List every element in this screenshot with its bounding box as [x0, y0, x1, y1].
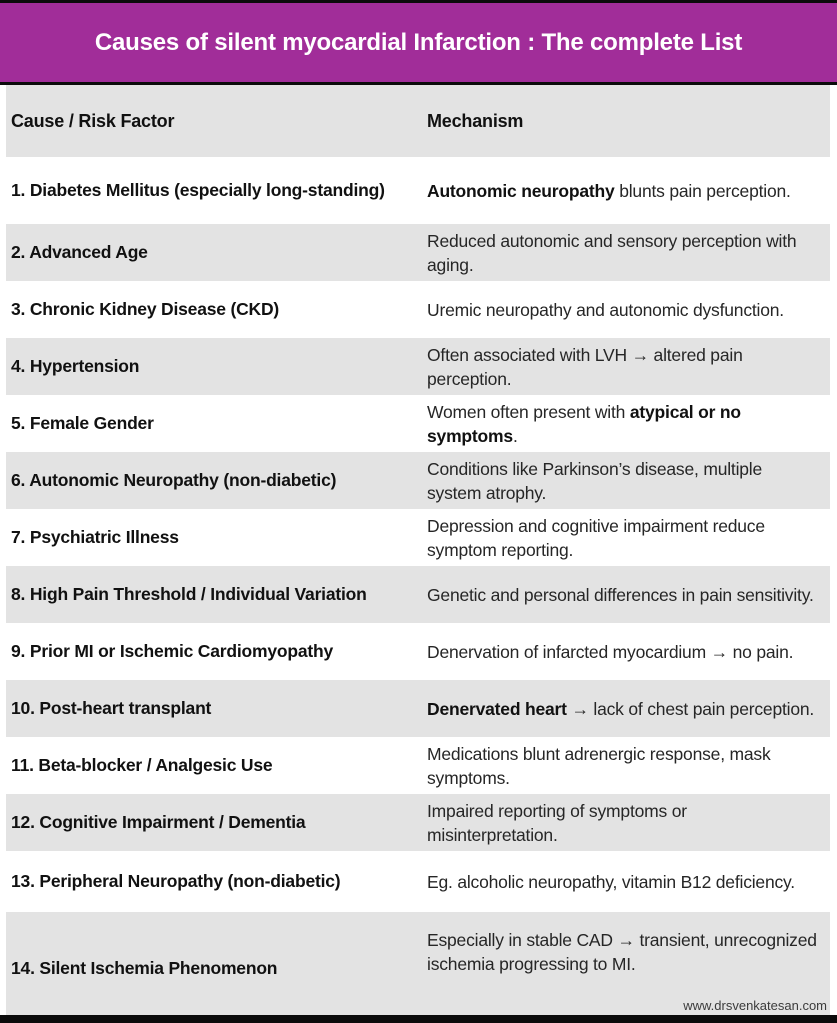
mechanism-cell	[427, 175, 830, 207]
table-row	[6, 794, 830, 851]
table-row	[6, 851, 830, 912]
table-body	[6, 157, 830, 1015]
mechanism-text: Reduced autonomic and sensory perception with aging.	[427, 230, 797, 275]
table-row	[6, 281, 830, 338]
mechanism-cell	[427, 924, 830, 980]
column-header-mechanism: Mechanism	[427, 111, 524, 131]
cause-cell: 1. Diabetes Mellitus (especially long-standing)	[11, 180, 385, 200]
bottom-border-bar	[0, 1015, 837, 1023]
column-header-cause: Cause / Risk Factor	[11, 110, 175, 131]
mechanism-text: Eg. alcoholic neuropathy, vitamin B12 deficiency.	[427, 871, 795, 892]
cause-cell: 7. Psychiatric Illness	[11, 527, 179, 547]
table-row	[6, 737, 830, 794]
cause-cell: 6. Autonomic Neuropathy (non-diabetic)	[11, 470, 337, 490]
table-row	[6, 623, 830, 680]
mechanism-text-bold: atypical or no symptoms	[427, 401, 741, 446]
table-row	[6, 680, 830, 737]
mechanism-text: Especially in stable CAD → transient, unrecognized ischemia progressing to MI.	[427, 930, 817, 974]
mechanism-text: Impaired reporting of symptoms or misinterpretation.	[427, 800, 687, 845]
mechanism-text: Depression and cognitive impairment reduce symptom reporting.	[427, 515, 765, 560]
page-title: Causes of silent myocardial Infarction : The complete List	[94, 28, 743, 56]
title-banner	[0, 3, 837, 82]
table-row	[6, 566, 830, 623]
mechanism-cell	[427, 738, 830, 794]
mechanism-cell	[427, 795, 830, 851]
cause-cell: 13. Peripheral Neuropathy (non-diabetic)	[11, 871, 341, 891]
cause-cell: 2. Advanced Age	[11, 242, 148, 262]
table-row	[6, 157, 830, 224]
mechanism-text: Women often present with	[427, 401, 630, 422]
table-row	[6, 452, 830, 509]
mechanism-cell	[427, 510, 830, 566]
mechanism-cell	[427, 636, 830, 668]
mechanism-cell	[427, 693, 830, 725]
mechanism-text: → lack of chest pain perception.	[566, 698, 815, 719]
mechanism-cell	[427, 396, 830, 452]
mechanism-text: Conditions like Parkinson’s disease, multiple system atrophy.	[427, 458, 763, 503]
mechanism-text: .	[512, 425, 518, 446]
mechanism-text-bold: Denervated heart	[427, 698, 567, 719]
footer-website: www.drsvenkatesan.com	[683, 998, 827, 1013]
table-row	[6, 509, 830, 566]
cause-cell: 12. Cognitive Impairment / Dementia	[11, 812, 306, 832]
cause-cell: 10. Post-heart transplant	[11, 698, 212, 718]
mechanism-cell	[427, 225, 830, 281]
mechanism-text: Often associated with LVH → altered pain perception.	[427, 344, 743, 389]
cause-cell: 4. Hypertension	[11, 356, 140, 376]
cause-cell: 3. Chronic Kidney Disease (CKD)	[11, 299, 280, 319]
mechanism-text: Denervation of infarcted myocardium → no pain.	[427, 641, 794, 662]
mechanism-cell	[427, 579, 830, 611]
mechanism-cell	[427, 453, 830, 509]
cause-cell: 9. Prior MI or Ischemic Cardiomyopathy	[11, 641, 334, 661]
cause-cell: 14. Silent Ischemia Phenomenon	[11, 958, 278, 978]
mechanism-text: Genetic and personal differences in pain sensitivity.	[427, 584, 814, 605]
cause-cell: 8. High Pain Threshold / Individual Variation	[11, 584, 367, 604]
cause-cell: 5. Female Gender	[11, 413, 154, 433]
table-row	[6, 338, 830, 395]
mechanism-cell	[427, 339, 830, 395]
mechanism-text: Uremic neuropathy and autonomic dysfunction.	[427, 299, 784, 320]
mechanism-cell	[427, 294, 830, 326]
causes-table	[6, 85, 830, 1015]
table-row	[6, 395, 830, 452]
mechanism-text: blunts pain perception.	[614, 180, 791, 201]
table-header-row	[6, 85, 830, 157]
cause-cell: 11. Beta-blocker / Analgesic Use	[11, 755, 273, 775]
mechanism-cell	[427, 866, 830, 898]
mechanism-text-bold: Autonomic neuropathy	[427, 180, 615, 201]
mechanism-text: Medications blunt adrenergic response, mask symptoms.	[427, 743, 771, 788]
table-row	[6, 224, 830, 281]
